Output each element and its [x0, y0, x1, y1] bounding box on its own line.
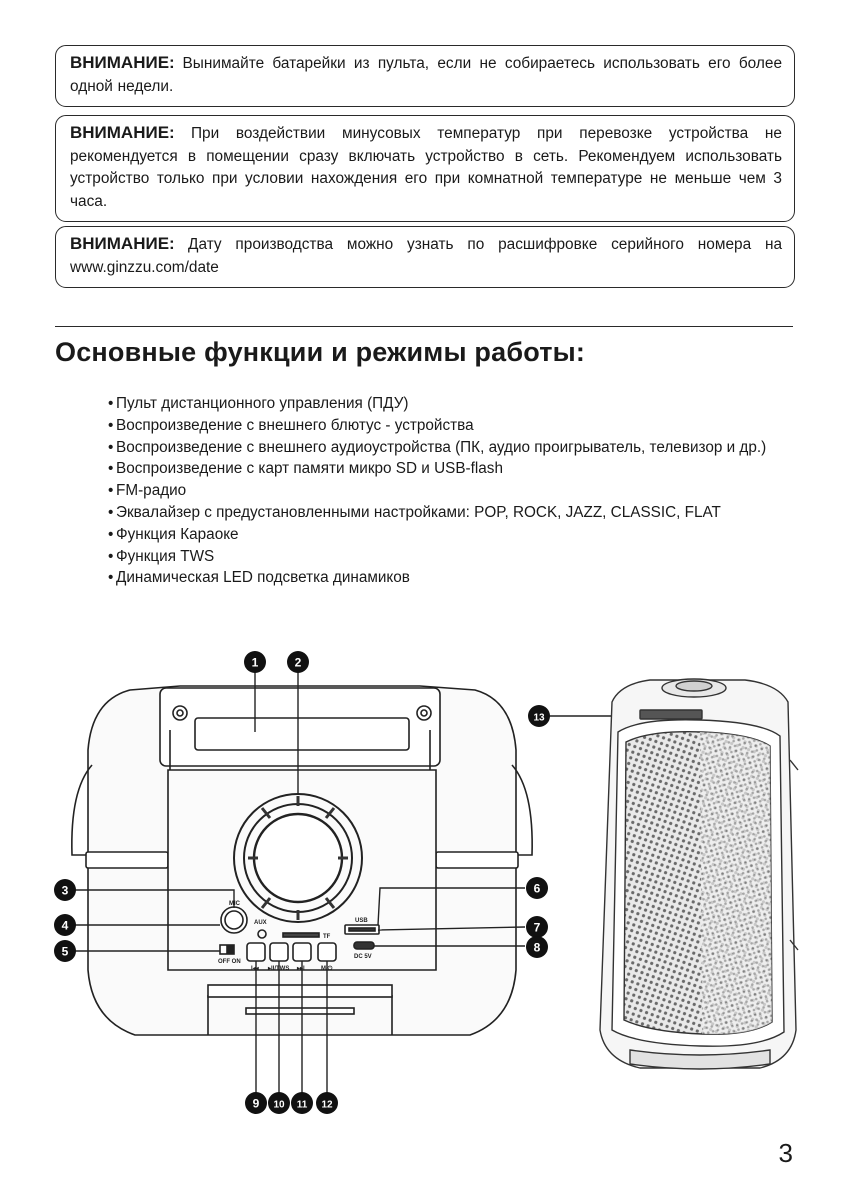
next-button-label: ▸▸I	[297, 966, 305, 972]
callout-6: 6	[533, 881, 541, 896]
speaker-diagram-svg	[0, 640, 851, 1130]
mic-label: MIC	[229, 901, 240, 907]
speaker-figure	[0, 640, 851, 1130]
notice-label: ВНИМАНИЕ:	[70, 234, 175, 253]
dc-label: DC 5V	[354, 954, 372, 960]
notice-production-date	[55, 226, 795, 288]
speaker-side-view	[600, 679, 798, 1069]
list-item: • Динамическая LED подсветка динамиков	[108, 569, 410, 587]
notice-label: ВНИМАНИЕ:	[70, 53, 175, 72]
page-number: 3	[778, 1138, 793, 1168]
switch-label: OFF ON	[218, 959, 241, 965]
callout-9: 9	[252, 1096, 260, 1111]
callout-3: 3	[61, 883, 69, 898]
list-item: • Воспроизведение с внешнего блютус - устройства	[108, 416, 474, 434]
list-item: • Воспроизведение с внешнего аудиоустройства (ПК, аудио проигрыватель, телевизор и др.)	[108, 438, 767, 456]
feature-list	[108, 393, 784, 589]
callout-7: 7	[533, 920, 541, 935]
aux-label: AUX	[254, 920, 267, 926]
notice-battery	[55, 45, 795, 107]
list-item: • Воспроизведение с карт памяти микро SD и USB-flash	[108, 460, 503, 478]
callout-10: 10	[273, 1099, 285, 1111]
notice-temperature	[55, 115, 795, 222]
callout-5: 5	[61, 944, 69, 959]
callout-4: 4	[61, 918, 69, 933]
callout-1: 1	[251, 655, 259, 670]
callout-2: 2	[294, 655, 302, 670]
list-item: • Функция Караоке	[108, 525, 239, 543]
prev-button-label: I◂◂	[251, 966, 259, 972]
tf-label: TF	[323, 934, 331, 940]
notice-text: Дату производства можно узнать по расшифровке серийного номера на www.ginzzu.com/date	[70, 236, 783, 276]
list-item: • Эквалайзер с предустановленными настройками: POP, ROCK, JAZZ, CLASSIC, FLAT	[108, 503, 721, 521]
callout-13: 13	[533, 712, 545, 724]
section-divider	[55, 326, 793, 327]
notice-text: При воздействии минусовых температур при перевозке устройства не рекомендуется в помещении сразу включать устройство в сеть. Рекомендуем использовать устройство только при условии нахождения его при комнатной температуре не меньше чем 3 часа.	[70, 125, 782, 210]
list-item: • Функция TWS	[108, 547, 215, 565]
notice-text: Вынимайте батарейки из пульта, если не собираетесь использовать его более одной недели.	[70, 55, 783, 95]
callout-8: 8	[533, 940, 541, 955]
callout-11: 11	[296, 1099, 308, 1111]
usb-label: USB	[355, 918, 368, 924]
mode-button-label: M/⏻	[321, 966, 333, 972]
notice-label: ВНИМАНИЕ:	[70, 123, 175, 142]
list-item: • Пульт дистанционного управления (ПДУ)	[108, 395, 409, 412]
play-button-label: ▸II/TWS	[268, 966, 290, 972]
callout-12: 12	[321, 1099, 333, 1111]
list-item: • FM-радио	[108, 482, 187, 500]
section-title: Основные функции и режимы работы:	[55, 337, 586, 367]
